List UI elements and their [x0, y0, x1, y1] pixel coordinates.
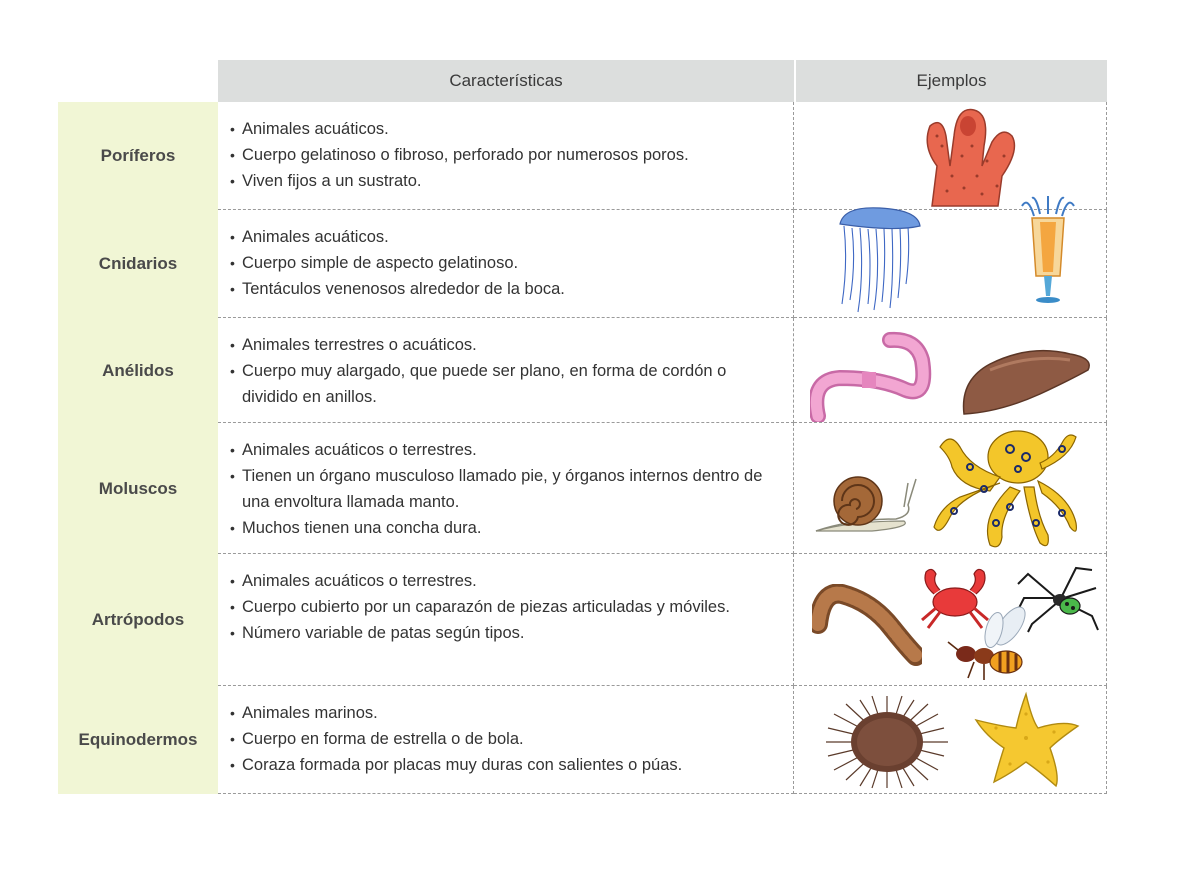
sponge-icon — [902, 106, 1032, 210]
wasp-icon — [944, 606, 1034, 682]
list-item: • Animales acuáticos o terrestres. — [230, 437, 793, 463]
characteristics-cell — [218, 423, 794, 554]
examples-cell — [794, 554, 1107, 686]
table-row-moluscos — [58, 423, 1108, 554]
list-item: • Cuerpo en forma de estrella o de bola. — [230, 726, 793, 752]
list-item: • Animales acuáticos. — [230, 224, 793, 250]
group-label: Moluscos — [58, 423, 218, 554]
characteristics-cell — [218, 102, 794, 210]
group-label: Poríferos — [58, 102, 218, 210]
group-label: Anélidos — [58, 318, 218, 423]
list-item: • Tentáculos venenosos alrededor de la boca. — [230, 276, 793, 302]
list-item: • Animales marinos. — [230, 700, 793, 726]
examples-cell — [794, 210, 1107, 318]
header-ejemplos: Ejemplos — [796, 60, 1107, 102]
list-item: • Animales acuáticos o terrestres. — [230, 568, 793, 594]
list-item: • Cuerpo simple de aspecto gelatinoso. — [230, 250, 793, 276]
group-label: Equinodermos — [58, 686, 218, 794]
sea-urchin-icon — [824, 694, 950, 790]
table-row-anelidos — [58, 318, 1108, 423]
list-item: • Cuerpo gelatinoso o fibroso, perforado por numerosos poros. — [230, 142, 793, 168]
characteristics-cell — [218, 686, 794, 794]
octopus-icon — [930, 427, 1080, 553]
examples-cell — [794, 318, 1107, 423]
table-row-poriferos — [58, 102, 1108, 210]
millipede-icon — [812, 584, 922, 666]
table-row-artropodos — [58, 554, 1108, 686]
group-label: Artrópodos — [58, 554, 218, 686]
leech-icon — [960, 340, 1096, 418]
header-caracteristicas: Características — [218, 60, 794, 102]
list-item: • Tienen un órgano musculoso llamado pie, y órganos internos dentro de una envoltura llamada manto. — [230, 463, 793, 515]
list-item: • Animales acuáticos. — [230, 116, 793, 142]
hydra-polyp-icon — [1020, 196, 1076, 316]
list-item: • Número variable de patas según tipos. — [230, 620, 793, 646]
characteristics-cell — [218, 318, 794, 423]
jellyfish-icon — [834, 204, 926, 314]
examples-cell — [794, 686, 1107, 794]
examples-cell — [794, 423, 1107, 554]
list-item: • Cuerpo muy alargado, que puede ser plano, en forma de cordón o dividido en anillos. — [230, 358, 793, 410]
list-item: • Coraza formada por placas muy duras con salientes o púas. — [230, 752, 793, 778]
list-item: • Viven fijos a un sustrato. — [230, 168, 793, 194]
list-item: • Animales terrestres o acuáticos. — [230, 332, 793, 358]
earthworm-icon — [810, 330, 934, 422]
list-item: • Muchos tienen una concha dura. — [230, 515, 793, 541]
snail-icon — [812, 469, 920, 535]
table-row-equinodermos — [58, 686, 1108, 794]
list-item: • Cuerpo cubierto por un caparazón de piezas articuladas y móviles. — [230, 594, 793, 620]
examples-cell — [794, 102, 1107, 210]
characteristics-cell — [218, 554, 794, 686]
characteristics-cell — [218, 210, 794, 318]
starfish-icon — [974, 690, 1082, 790]
group-label: Cnidarios — [58, 210, 218, 318]
table-row-cnidarios — [58, 210, 1108, 318]
